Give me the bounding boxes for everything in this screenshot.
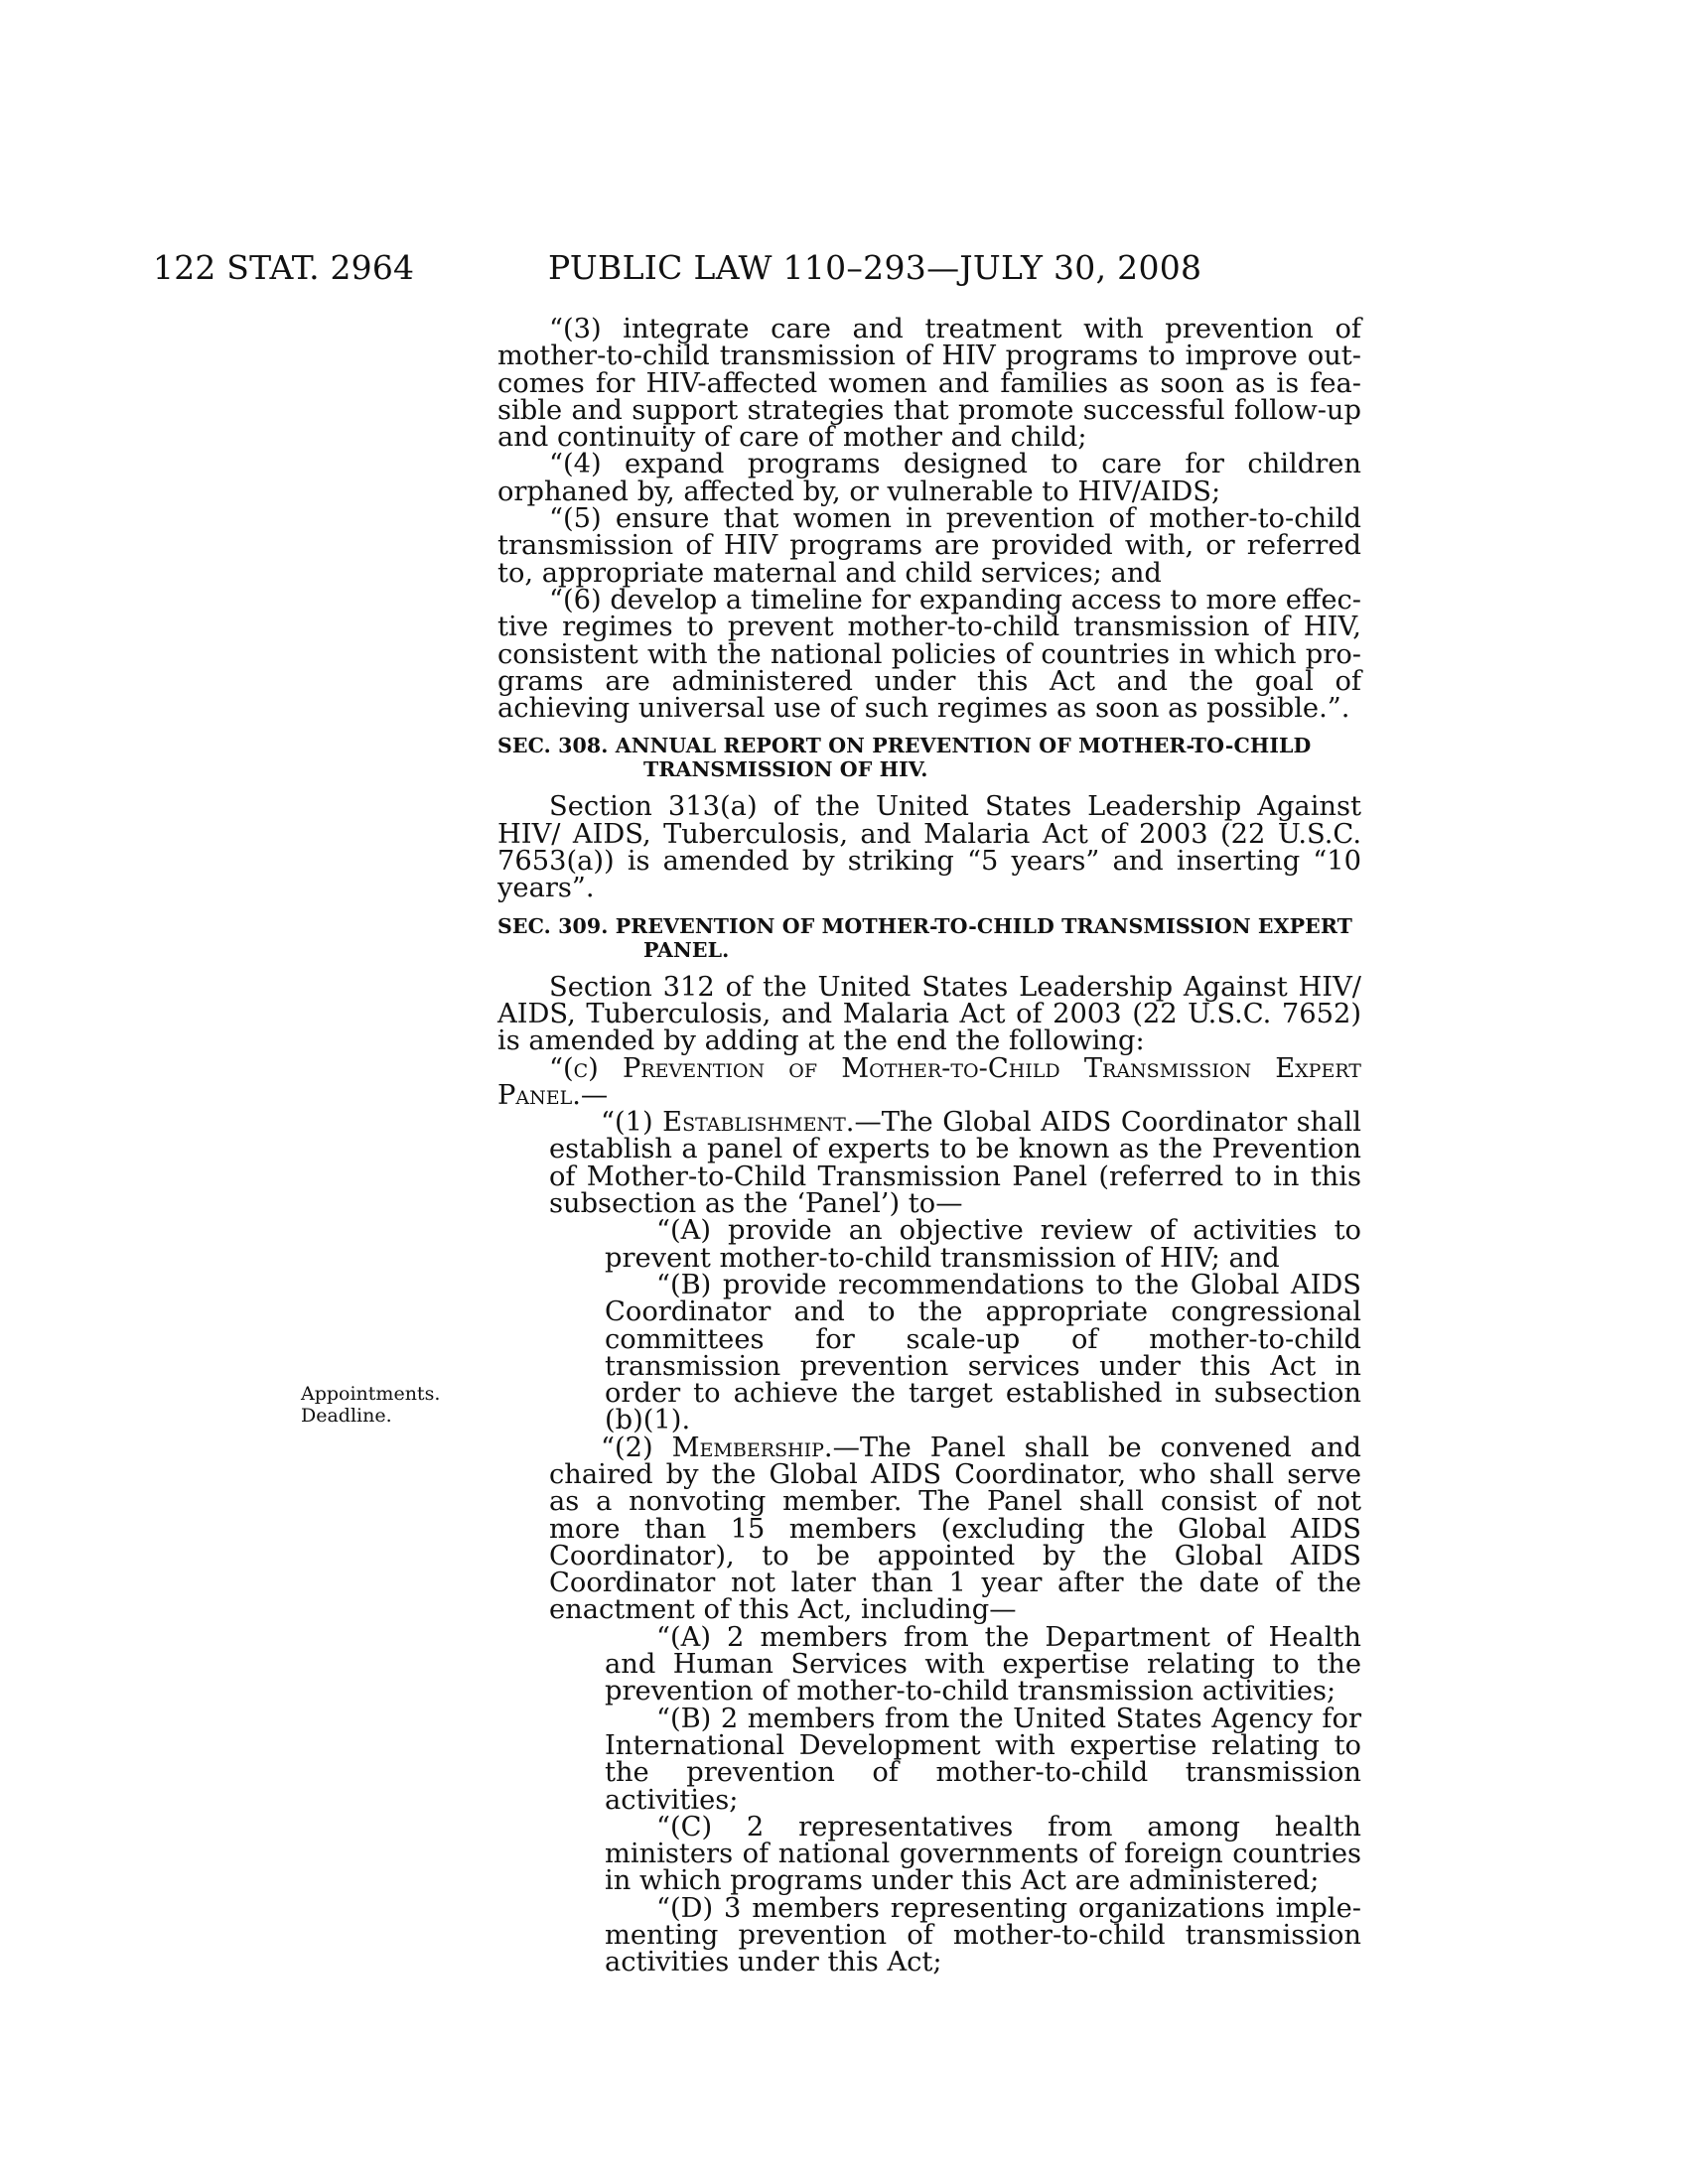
paragraph-c2-lead: “(2) Membership. xyxy=(601,1432,833,1463)
section-309-heading: SEC. 309. PREVENTION OF MOTHER-TO-CHILD TRANSMISSION EXPERT PANEL. xyxy=(497,913,1353,962)
paragraph-c1-B: “(B) provide recommendations to the Global AIDS Coordinator and to the appropriate congressional committees for scale-up of mother-to-child transmission prevention services under this Act in order to achieve the target established in subsection (b)(1). xyxy=(605,1269,1361,1436)
paragraph-c2-B: “(B) 2 members from the United States Agency for International Development with expertise relating to the prevention of mother-to-child transmission activities; xyxy=(605,1703,1361,1816)
paragraph-c2 xyxy=(497,1434,1361,1624)
margin-note-appointments: Appointments. xyxy=(301,1383,441,1405)
paragraph-5: “(5) ensure that women in prevention of mother-to-child transmission of HIV programs are provided with, or referred to, appropriate maternal and child services; and xyxy=(497,503,1361,589)
paragraph-3: “(3) integrate care and treatment with prevention of mother-to-child transmission of HIV programs to improve outcomes for HIV-affected women and families as soon as is feasible and support strategies that promote successful follow-up and continuity of care of mother and child; xyxy=(497,314,1361,454)
statute-page-reference: 122 STAT. 2964 xyxy=(153,248,415,287)
paragraph-c2-D: “(D) 3 members representing organizations implementing prevention of mother-to-child transmission activities under this Act; xyxy=(605,1892,1361,1979)
section-308-heading: SEC. 308. ANNUAL REPORT ON PREVENTION OF MOTHER-TO-CHILD TRANSMISSION OF HIV. xyxy=(497,734,1312,782)
paragraph-c1-text: —The Global AIDS Coordinator shall establish a panel of experts to be known as the Prevention of Mother-to-Child Transmission Panel (referred to in this subsection as the ‘Panel’) to— xyxy=(549,1107,1361,1220)
paragraph-c2-text: —The Panel shall be convened and chaired by the Global AIDS Coordinator, who shall serve as a nonvoting member. The Panel shall consist of not more than 15 members (excluding the Global AIDS Coordinator), to be appointed by the Global AIDS Coordinator not later than 1 year after the date of the enactment of this Act, including— xyxy=(549,1432,1361,1626)
main-text-column xyxy=(497,316,1361,1977)
subsection-c-heading: “(c) Prevention of Mother-to-Child Transmission Expert Panel.— xyxy=(497,1052,1361,1111)
section-308-text: Section 313(a) of the United States Leadership Against HIV/ AIDS, Tuberculosis, and Malaria Act of 2003 (22 U.S.C. 7653(a)) is amended by striking “5 years” and inserting “10 years”. xyxy=(497,791,1361,904)
paragraph-c1-A: “(A) provide an objective review of activities to prevent mother-to-child transmission of HIV; and xyxy=(605,1215,1361,1274)
running-header-title: PUBLIC LAW 110–293—JULY 30, 2008 xyxy=(548,248,1202,287)
section-309-text: Section 312 of the United States Leadership Against HIV/ AIDS, Tuberculosis, and Malaria Act of 2003 (22 U.S.C. 7652) is amended by adding at the end the following: xyxy=(497,971,1361,1057)
paragraph-c1 xyxy=(497,1107,1361,1220)
paragraph-4: “(4) expand programs designed to care for children orphaned by, affected by, or vulnerable to HIV/AIDS; xyxy=(497,449,1361,507)
paragraph-c2-C: “(C) 2 representatives from among health ministers of national governments of foreign countries in which programs under this Act are administered; xyxy=(605,1811,1361,1897)
paragraph-c2-A: “(A) 2 members from the Department of Health and Human Services with expertise relating to the prevention of mother-to-child transmission activities; xyxy=(605,1621,1361,1707)
margin-note xyxy=(301,1383,440,1427)
margin-note-deadline: Deadline. xyxy=(301,1405,392,1427)
paragraph-6: “(6) develop a timeline for expanding access to more effective regimes to prevent mother-to-child transmission of HIV, consistent with the national policies of countries in which programs are administered under this Act and the goal of achieving universal use of such regimes as soon as possible.”. xyxy=(497,584,1361,725)
paragraph-c1-lead: “(1) Establishment. xyxy=(601,1107,855,1139)
